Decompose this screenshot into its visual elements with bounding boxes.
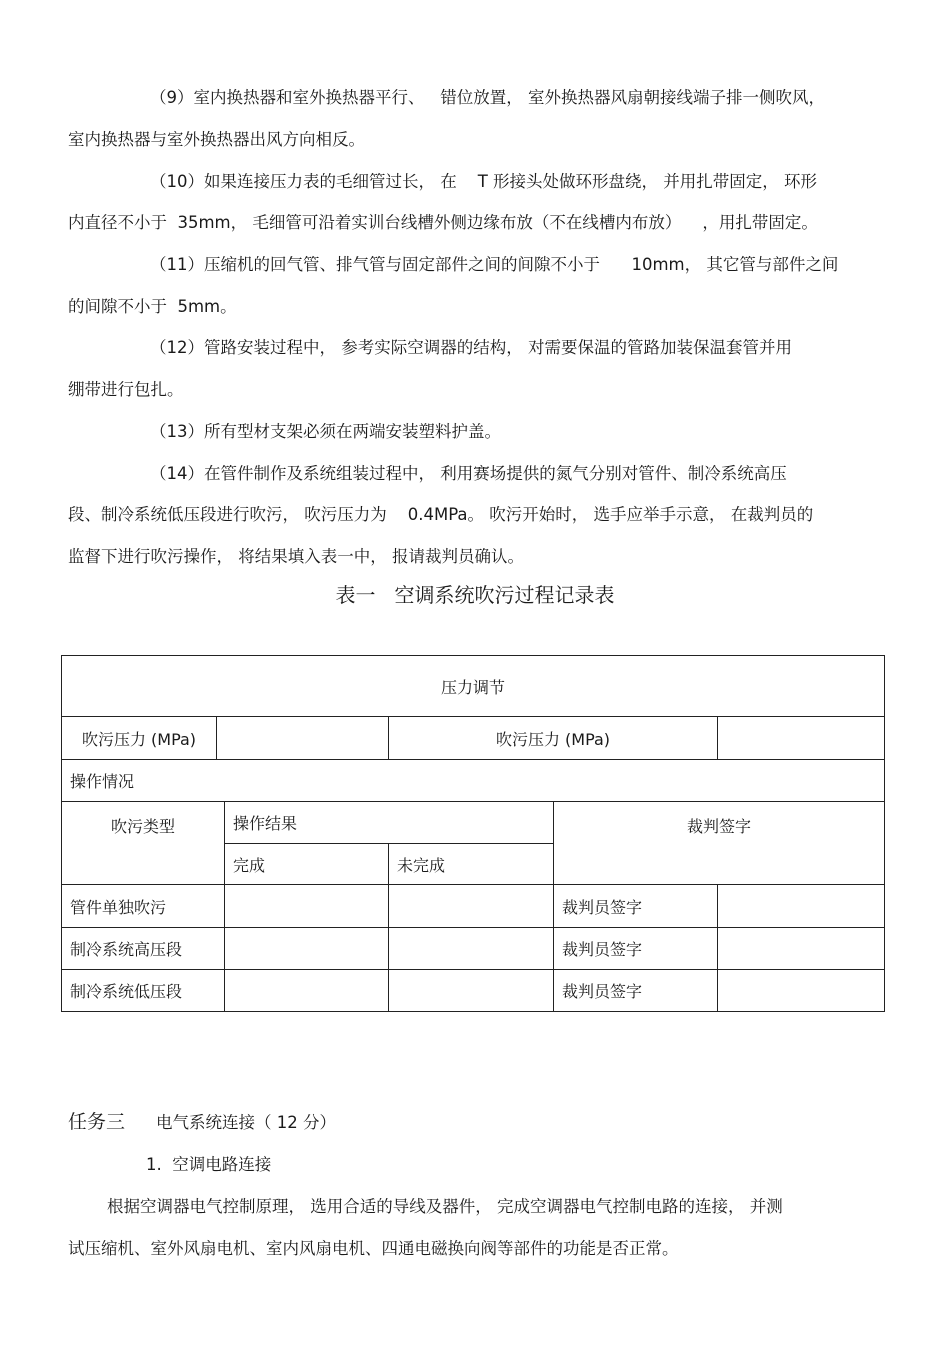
not-done-subheader: 未完成 (389, 844, 554, 885)
task-title: 电气系统连接（ 12 分） (156, 1113, 336, 1132)
row-done-cell[interactable] (225, 928, 389, 970)
para-11-line-2: 的间隙不小于 5mm。 (68, 297, 237, 316)
row-not-done-cell[interactable] (389, 970, 554, 1012)
purge-pressure-label-1: 吹污压力 (MPa) (62, 717, 217, 760)
para-9-line-2: 室内换热器与室外换热器出风方向相反。 (68, 130, 365, 149)
row-judge-sign-cell[interactable] (718, 928, 885, 970)
row-type-label: 制冷系统高压段 (62, 928, 225, 970)
row-judge-sign-label: 裁判员签字 (554, 928, 718, 970)
para-10-line-2: 内直径不小于 35mm， 毛细管可沿着实训台线槽外侧边缘布放（不在线槽内布放） ，用扎带固定。 (68, 213, 818, 232)
row-judge-sign-cell[interactable] (718, 885, 885, 928)
para-14-line-2: 段、制冷系统低压段进行吹污， 吹污压力为 0.4MPa。 吹污开始时， 选手应举手示意， 在裁判员的 (68, 505, 814, 524)
row-done-cell[interactable] (225, 970, 389, 1012)
row-not-done-cell[interactable] (389, 885, 554, 928)
para-13-line-1: （13）所有型材支架必须在两端安装塑料护盖。 (150, 422, 501, 441)
purge-record-table (61, 655, 885, 1012)
row-type-label: 制冷系统低压段 (62, 970, 225, 1012)
para-12-line-2: 绷带进行包扎。 (68, 380, 184, 399)
task-body-line-2: 试压缩机、室外风扇电机、室内风扇电机、四通电磁换向阀等部件的功能是否正常。 (68, 1239, 679, 1258)
para-10-line-1: （10）如果连接压力表的毛细管过长， 在 T 形接头处做环形盘绕， 并用扎带固定， 环形 (150, 172, 818, 191)
para-12-line-1: （12）管路安装过程中， 参考实际空调器的结构， 对需要保温的管路加装保温套管并用 (150, 338, 792, 357)
row-judge-sign-cell[interactable] (718, 970, 885, 1012)
operation-result-header: 操作结果 (225, 802, 554, 844)
row-judge-sign-label: 裁判员签字 (554, 885, 718, 928)
task-item: 1. 空调电路连接 (146, 1155, 272, 1174)
para-9-line-1: （9）室内换热器和室外换热器平行、 错位放置， 室外换热器风扇朝接线端子排一侧吹风， (150, 88, 825, 107)
row-done-cell[interactable] (225, 885, 389, 928)
para-11-line-1: （11）压缩机的回气管、排气管与固定部件之间的间隙不小于 10mm， 其它管与部件之间 (150, 255, 839, 274)
purge-pressure-value-2[interactable] (718, 717, 885, 760)
row-type-label: 管件单独吹污 (62, 885, 225, 928)
purge-type-header: 吹污类型 (62, 802, 225, 885)
purge-pressure-value-1[interactable] (217, 717, 389, 760)
row-judge-sign-label: 裁判员签字 (554, 970, 718, 1012)
purge-pressure-label-2: 吹污压力 (MPa) (389, 717, 718, 760)
task-body-line-1: 根据空调器电气控制原理， 选用合适的导线及器件， 完成空调器电气控制电路的连接， 并测 (107, 1197, 783, 1216)
pressure-adjust-header: 压力调节 (62, 656, 885, 717)
done-subheader: 完成 (225, 844, 389, 885)
judge-sign-header: 裁判签字 (554, 802, 885, 885)
row-not-done-cell[interactable] (389, 928, 554, 970)
task-heading: 任务三 (68, 1111, 126, 1133)
para-14-line-3: 监督下进行吹污操作， 将结果填入表一中， 报请裁判员确认。 (68, 547, 524, 566)
operation-status-header: 操作情况 (62, 760, 885, 802)
para-14-line-1: （14）在管件制作及系统组装过程中， 利用赛场提供的氮气分别对管件、制冷系统高压 (150, 464, 787, 483)
table-title: 表一 空调系统吹污过程记录表 (335, 583, 615, 607)
